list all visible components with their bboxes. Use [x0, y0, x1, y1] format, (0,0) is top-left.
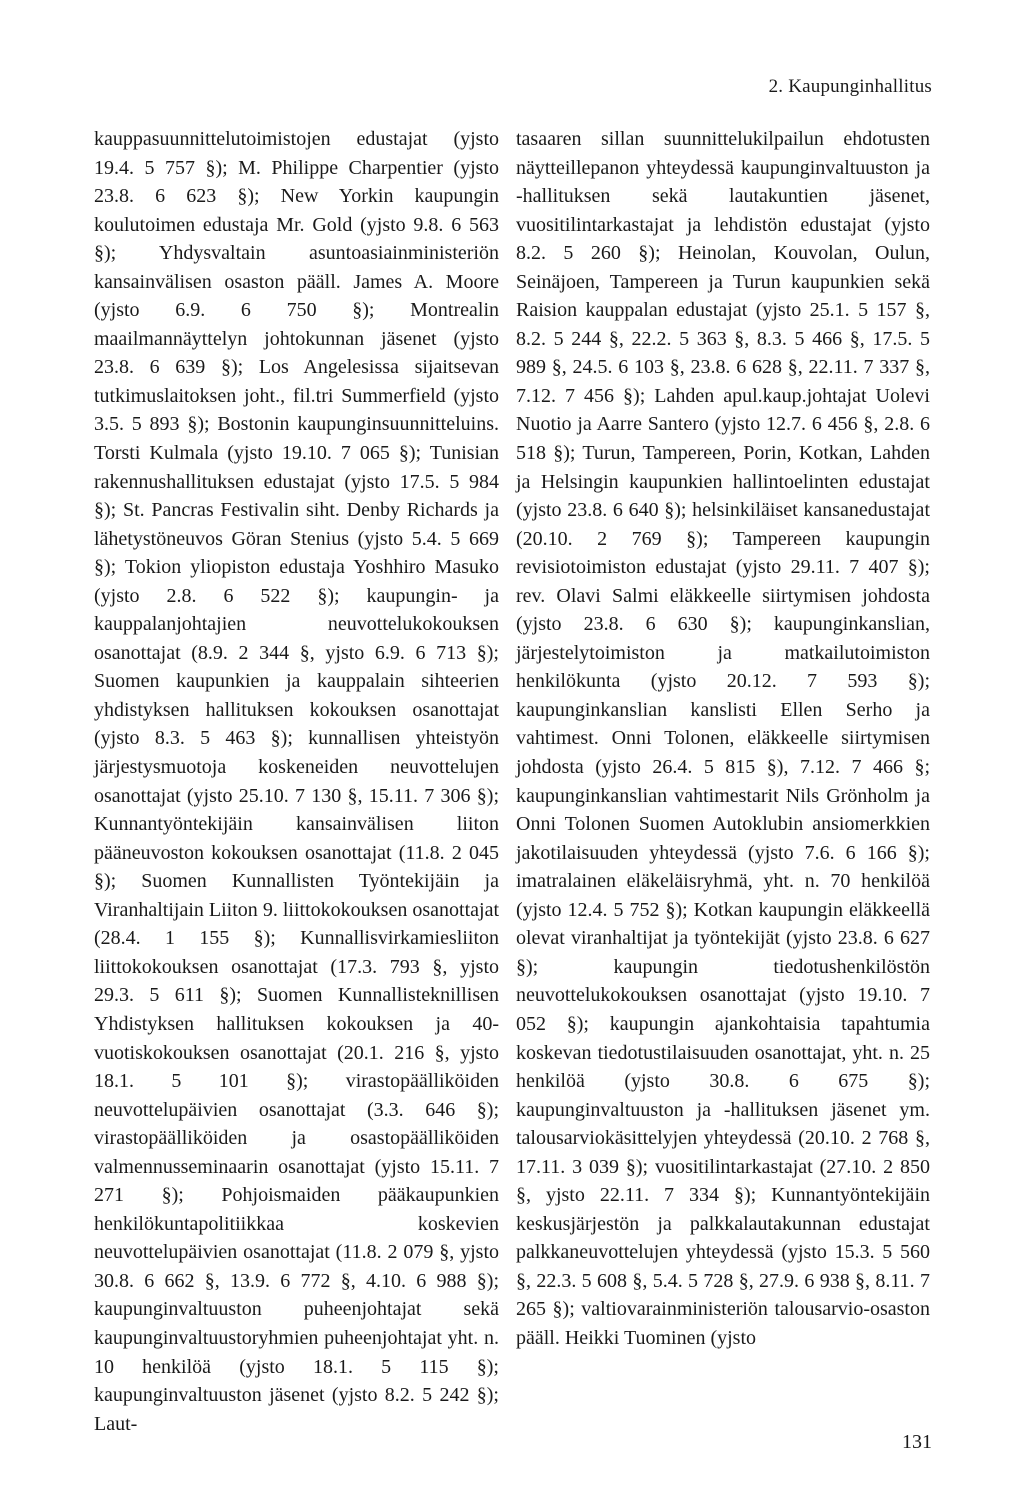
running-head: 2. Kaupunginhallitus: [768, 76, 932, 97]
page-number: 131: [902, 1431, 932, 1453]
body-paragraph-right: tasaaren sillan suunnittelukilpailun ehdotusten näytteillepanon yhteydessä kaupunginvaltuuston ja -hallituksen sekä lautakuntien jäsenet, vuositilintarkastajat ja lehdistön edustajat (yjsto 8.2. 5 260 §); Heinolan, Kouvolan, Oulun, Seinäjoen, Tampereen ja Turun kaupunkien sekä Raision kauppalan edustajat (yjsto 25.1. 5 157 §, 8.2. 5 244 §, 22.2. 5 363 §, 8.3. 5 466 §, 17.5. 5 989 §, 24.5. 6 103 §, 23.8. 6 628 §, 22.11. 7 337 §, 7.12. 7 456 §); Lahden apul.kaup.johtajat Uolevi Nuotio ja Aarre Santero (yjsto 12.7. 6 456 §, 2.8. 6 518 §); Turun, Tampereen, Porin, Kotkan, Lahden ja Helsingin kaupunkien hallintoelinten edustajat (yjsto 23.8. 6 640 §); helsinkiläiset kansanedustajat (20.10. 2 769 §); Tampereen kaupungin revisiotoimiston edustajat (yjsto 29.11. 7 407 §); rev. Olavi Salmi eläkkeelle siirtymisen johdosta (yjsto 23.8. 6 630 §); kaupunginkanslian, järjestelytoimiston ja matkailutoimiston henkilökunta (yjsto 20.12. 7 593 §); kaupunginkanslian kanslisti Ellen Serho ja vahtimest. Onni Tolonen, eläkkeelle siirtymisen johdosta (yjsto 26.4. 5 815 §), 7.12. 7 466 §; kaupunginkanslian vahtimestarit Nils Grönholm ja Onni Tolonen Suomen Autoklubin ansiomerkkien jakotilaisuuden yhteydessä (yjsto 7.6. 6 166 §); imatralainen eläkeläisryhmä, yht. n. 70 henkilöä (yjsto 12.4. 5 752 §); Kotkan kaupungin eläkkeellä olevat viranhaltijat ja työntekijät (yjsto 23.8. 6 627 §); kaupungin tiedotushenkilöstön neuvottelukokouksen osanottajat (yjsto 19.10. 7 052 §); kaupungin ajankohtaisia tapahtumia koskevan tiedotustilaisuuden osanottajat, yht. n. 25 henkilöä (yjsto 30.8. 6 675 §); kaupunginvaltuuston ja -hallituksen jäsenet ym. talousarviokäsittelyjen yhteydessä (20.10. 2 768 §, 17.11. 3 039 §); vuositilintarkastajat (27.10. 2 850 §, yjsto 22.11. 7 334 §); Kunnantyöntekijäin keskusjärjestön ja palkkalautakunnan edustajat palkkaneuvottelujen yhteydessä (yjsto 15.3. 5 560 §, 22.3. 5 608 §, 5.4. 5 728 §, 27.9. 6 938 §, 8.11. 7 265 §); valtiovarainministeriön talousarvio-osaston pääll. Heikki Tuominen (yjsto: [516, 128, 930, 1349]
body-paragraph-left: kauppasuunnittelutoimistojen edustajat (yjsto 19.4. 5 757 §); M. Philippe Charpentier (yjsto 23.8. 6 623 §); New Yorkin kaupungin koulutoimen edustaja Mr. Gold (yjsto 9.8. 6 563 §); Yhdysvaltain asuntoasiainministeriön kansainvälisen osaston pääll. James A. Moore (yjsto 6.9. 6 750 §); Montrealin maailmannäyttelyn johtokunnan jäsenet (yjsto 23.8. 6 639 §); Los Angelesissa sijaitsevan tutkimuslaitoksen joht., fil.tri Summerfield (yjsto 3.5. 5 893 §); Bostonin kaupunginsuunnitteluins. Torsti Kulmala (yjsto 19.10. 7 065 §); Tunisian rakennushallituksen edustajat (yjsto 17.5. 5 984 §); St. Pancras Festivalin siht. Denby Richards ja lähetystöneuvos Göran Stenius (yjsto 5.4. 5 669 §); Tokion yliopiston edustaja Yoshhiro Masuko (yjsto 2.8. 6 522 §); kaupungin- ja kauppalanjohtajien neuvottelukokouksen osanottajat (8.9. 2 344 §, yjsto 6.9. 6 713 §); Suomen kaupunkien ja kauppalain sihteerien yhdistyksen hallituksen kokouksen osanottajat (yjsto 8.3. 5 463 §); kunnallisen yhteistyön järjestysmuotoja koskeneiden neuvottelujen osanottajat (yjsto 25.10. 7 130 §, 15.11. 7 306 §); Kunnantyöntekijäin kansainvälisen liiton pääneuvoston kokouksen osanottajat (11.8. 2 045 §); Suomen Kunnallisten Työntekijäin ja Viranhaltijain Liiton 9. liittokokouksen osanottajat (28.4. 1 155 §); Kunnallisvirkamiesliiton liittokokouksen osanottajat (17.3. 793 §, yjsto 29.3. 5 611 §); Suomen Kunnallisteknillisen Yhdistyksen hallituksen kokouksen ja 40-vuotiskokouksen osanottajat (20.1. 216 §, yjsto 18.1. 5 101 §); virastopäälliköiden neuvottelupäivien osanottajat (3.3. 646 §); virastopäälliköiden ja osastopäälliköiden valmennusseminaarin osanottajat (yjsto 15.11. 7 271 §); Pohjoismaiden pääkaupunkien henkilökuntapolitiikkaa koskevien neuvottelupäivien osanottajat (11.8. 2 079 §, yjsto 30.8. 6 662 §, 13.9. 6 772 §, 4.10. 6 988 §); kaupunginvaltuuston puheenjohtajat sekä kaupunginvaltuustoryhmien puheenjohtajat yht. n. 10 henkilöä (yjsto 18.1. 5 115 §); kaupunginvaltuuston jäsenet (yjsto 8.2. 5 242 §); Laut-: [94, 128, 499, 1435]
text-column-left: [94, 125, 499, 1438]
text-column-right: [516, 125, 930, 1353]
